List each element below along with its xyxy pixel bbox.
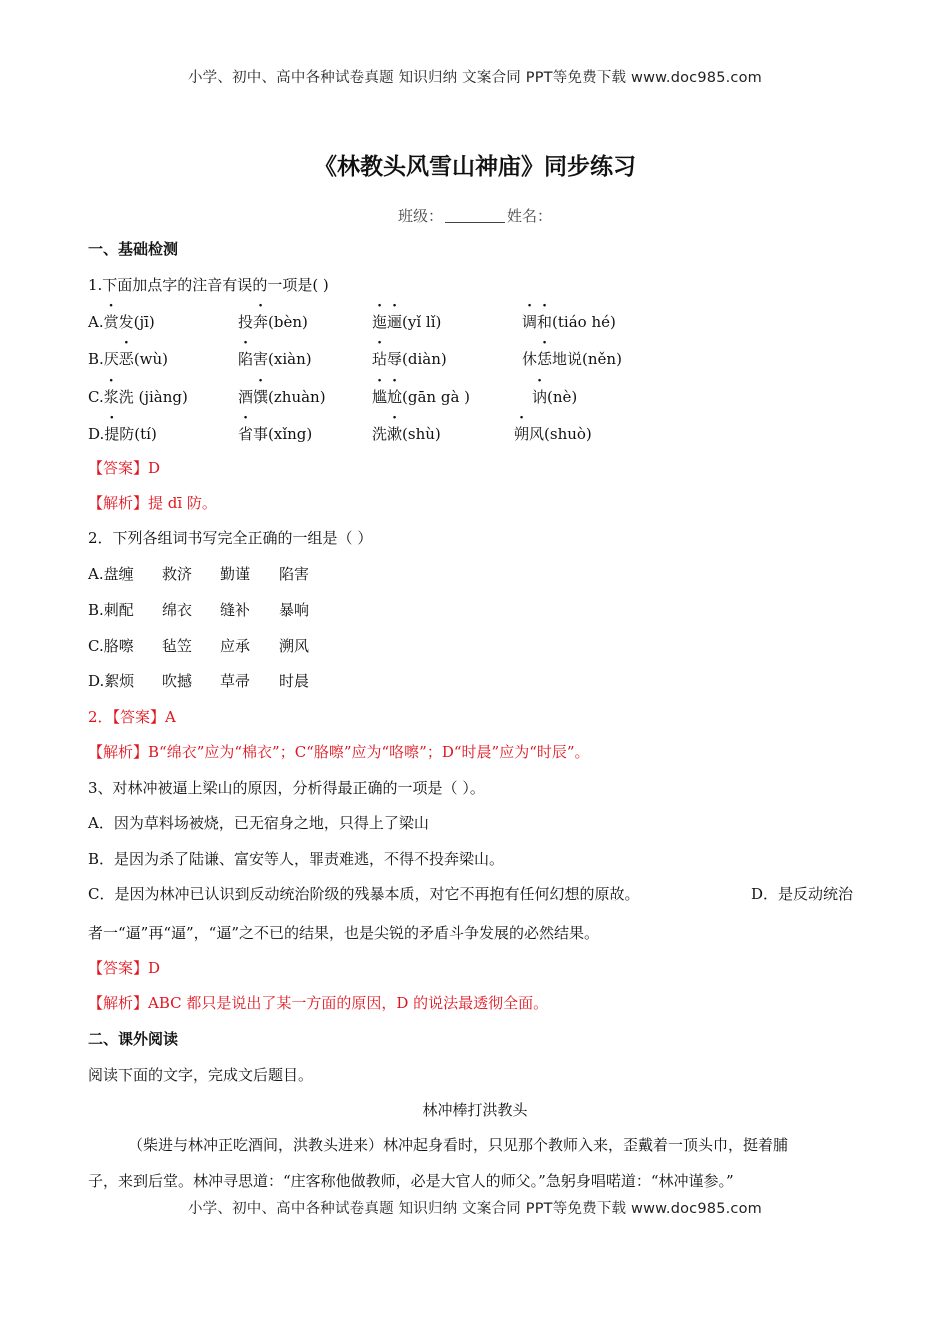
q1-option-a-word-4: 调和(tiáo hé) <box>522 313 616 331</box>
dotted-char: 赏 <box>103 313 119 331</box>
dotted-char: 讷 <box>532 388 548 406</box>
q3-stem: 3、对林冲被逼上梁山的原因，分析得最正确的一项是（ ）。 <box>88 779 485 797</box>
class-label: 班级： <box>397 207 443 225</box>
q2-option-a-word-3: 勤谨 <box>220 565 251 583</box>
q2-option-b-word-3: 缝补 <box>220 601 251 619</box>
page-footer: 小学、初中、高中各种试卷真题 知识归纳 文案合同 PPT等免费下载 www.doc985.com <box>187 1201 763 1217</box>
name-label: 姓名： <box>507 207 553 225</box>
q1-option-c-word-1: C.浆洗 (jiàng) <box>88 388 188 406</box>
q3-analysis: 【解析】ABC 都只是说出了某一方面的原因，D 的说法最透彻全面。 <box>88 994 549 1012</box>
q1-option-a-word-1: A.赏发(jī) <box>88 313 155 331</box>
section-heading-basic: 一、基础检测 <box>88 240 179 258</box>
q2-option-d-word-1: D.絮烦 <box>88 672 135 690</box>
q2-option-c-word-3: 应承 <box>220 637 251 655</box>
dotted-char: 馔 <box>253 388 269 406</box>
q2-stem: 2．下列各组词书写完全正确的一组是（ ） <box>88 529 373 547</box>
q2-option-b-word-1: B.刺配 <box>88 601 134 619</box>
q1-answer: 【答案】D <box>88 459 161 477</box>
q1-analysis: 【解析】提 dī 防。 <box>88 494 217 512</box>
q1-stem: 1.下面加点字的注音有误的一项是( ) <box>88 276 329 294</box>
class-blank <box>445 208 505 223</box>
q1-option-d-word-1: D.提防(tí) <box>88 425 157 443</box>
q2-option-b-word-2: 绵衣 <box>162 601 193 619</box>
q1-option-d-word-3: 洗漱(shù) <box>372 425 441 443</box>
dotted-char: 逦 <box>387 313 403 331</box>
q1-option-a-word-2: 投奔(bèn) <box>238 313 308 331</box>
q2-option-c-word-4: 溯风 <box>279 637 310 655</box>
q1-option-c-word-4: 讷(nè) <box>532 388 578 406</box>
q2-option-d-word-3: 草帚 <box>220 672 251 690</box>
dotted-char: 恶 <box>118 350 134 368</box>
q2-analysis: 【解析】B“绵衣”应为“棉衣”；C“胳嚓”应为“咯嚓”；D“时晨”应为“时辰”。 <box>88 743 590 761</box>
section-heading-reading: 二、课外阅读 <box>88 1030 179 1048</box>
reading-title: 林冲棒打洪教头 <box>422 1101 528 1119</box>
dotted-char: 朔 <box>514 425 530 443</box>
q2-option-d-word-2: 吹撼 <box>162 672 193 690</box>
q1-option-c-word-2: 酒馔(zhuàn) <box>238 388 326 406</box>
q3-answer: 【答案】D <box>88 959 161 977</box>
dotted-char: 恁 <box>537 350 553 368</box>
dotted-char: 尬 <box>387 388 403 406</box>
dotted-char: 奔 <box>253 313 269 331</box>
reading-intro: 阅读下面的文字，完成文后题目。 <box>88 1066 314 1084</box>
dotted-char: 省 <box>238 425 254 443</box>
page-title: 《林教头风雪山神庙》同步练习 <box>314 153 636 180</box>
q2-option-d-word-4: 时晨 <box>279 672 310 690</box>
q1-option-b-word-2: 陷害(xiàn) <box>238 350 312 368</box>
q2-answer: 2．【答案】A <box>88 708 176 726</box>
q2-option-a-word-1: A.盘缠 <box>88 565 134 583</box>
dotted-char: 玷 <box>372 350 388 368</box>
q3-option-a: A．因为草料场被烧，已无宿身之地，只得上了梁山 <box>88 814 429 832</box>
dotted-char: 陷 <box>238 350 254 368</box>
class-name-line <box>0 205 950 226</box>
q2-option-a-word-4: 陷害 <box>279 565 310 583</box>
page-header: 小学、初中、高中各种试卷真题 知识归纳 文案合同 PPT等免费下载 www.doc985.com <box>187 70 763 86</box>
reading-paragraph-line-1: （柴进与林冲正吃酒间，洪教头进来）林冲起身看时，只见那个教师入来，歪戴着一顶头巾，挺着脯 <box>128 1136 789 1154</box>
q2-option-a-word-2: 救济 <box>162 565 193 583</box>
q2-option-b-word-4: 暴响 <box>279 601 310 619</box>
dotted-char: 尴 <box>372 388 388 406</box>
dotted-char: 迤 <box>372 313 388 331</box>
q3-option-c: C．是因为林冲已认识到反动统治阶级的残暴本质，对它不再抱有任何幻想的原故。 <box>88 885 640 903</box>
q1-option-b-word-4: 休恁地说(něn) <box>522 350 622 368</box>
dotted-char: 漱 <box>387 425 403 443</box>
reading-paragraph-line-2: 子，来到后堂。林冲寻思道：“庄客称他做教师，必是大官人的师父。”急躬身唱喏道：“林冲谨参。” <box>88 1172 734 1190</box>
q2-option-c-word-1: C.胳嚓 <box>88 637 134 655</box>
q3-option-d-head: D．是反动统治 <box>751 885 854 903</box>
dotted-char: 提 <box>104 425 120 443</box>
q1-option-a-word-3: 迤逦(yǐ lǐ) <box>372 313 442 331</box>
q1-option-b-word-3: 玷辱(diàn) <box>372 350 447 368</box>
q3-option-d-tail: 者一“逼”再“逼”，“逼”之不已的结果，也是尖锐的矛盾斗争发展的必然结果。 <box>88 924 600 942</box>
dotted-char: 浆 <box>103 388 119 406</box>
dotted-char: 调 <box>522 313 538 331</box>
q1-option-c-word-3: 尴尬(gān gà ) <box>372 388 471 406</box>
dotted-char: 和 <box>537 313 553 331</box>
q1-option-b-word-1: B.厌恶(wù) <box>88 350 169 368</box>
q1-option-d-word-4: 朔风(shuò) <box>514 425 592 443</box>
q2-option-c-word-2: 毡笠 <box>162 637 193 655</box>
q1-option-d-word-2: 省事(xǐng) <box>238 425 313 443</box>
q3-option-b: B．是因为杀了陆谦、富安等人，罪责难逃，不得不投奔梁山。 <box>88 850 505 868</box>
